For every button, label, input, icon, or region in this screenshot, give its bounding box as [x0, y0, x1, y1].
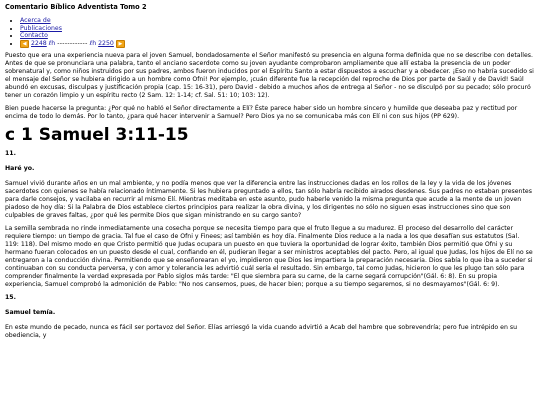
nav-link-about[interactable]: Acerca de: [20, 17, 51, 24]
verse-title: Samuel temía.: [5, 308, 56, 316]
nav-link-contact[interactable]: Contacto: [20, 32, 48, 40]
nav-item-pager: [20, 40, 535, 48]
verse-number: 11.: [5, 149, 16, 157]
verse-title: Haré yo.: [5, 164, 35, 172]
nav-menu: [5, 17, 535, 48]
prev-link-glyph: ℓh: [48, 39, 56, 47]
paragraph: Bien puede hacerse la pregunta: ¿Por qué no habló el Señor directamente a Elí? Éste parece haber sido un hombre sincero y humilde que deseaba paz y rectitud por encima de todo lo demás. Por lo tanto, ¿para qué hacer intervenir a Samuel? Pero Dios ya no se comunicaba más con Elí ni con sus hijos (PP 629).: [5, 104, 518, 120]
site-title: Comentario Bíblico Adventista Tomo 2: [5, 3, 147, 11]
prev-page-link[interactable]: 2248: [31, 39, 47, 47]
pager: [20, 40, 125, 48]
nav-link-publications[interactable]: Publicaciones: [20, 24, 62, 32]
verse-number: 15.: [5, 293, 16, 301]
next-page-link[interactable]: 2250: [98, 39, 114, 47]
commentary-paragraph: En este mundo de pecado, nunca es fácil ser portavoz del Señor. Elías arriesgó la vida cuando advirtió a Acab del hambre que sobrevendría; pero fue intrépido en su obediencia, y: [5, 323, 517, 339]
left-arrow-icon[interactable]: • ◀: [20, 40, 29, 48]
commentary-paragraph: Samuel vivió durante años en un mal ambiente, y no podía menos que ver la diferencia entre las instrucciones dadas en los rollos de la ley y la vida de los jóvenes sacerdotes con quienes se había relacionado íntimamente. Si les hubiera preguntado a ellos, tan sólo habría recibido airados desdenes. Sus padres no estaban presentes para darle consejos, y vacilaba en recurrir al mismo Elí. Mientras meditaba en este asunto, pudo haberle venido la misma pregunta que acude a la mente de un joven piadoso de hoy día: Si la Palabra de Dios establece ciertos principios para realizar la obra divina, y los dirigentes no sólo no siguen esas instrucciones sino que son culpables de graves faltas, ¿por qué les permite Dios que sigan ministrando en su cargo santo?: [5, 179, 532, 219]
right-arrow-icon[interactable]: ▶: [116, 40, 125, 48]
pager-separator: ------------: [57, 39, 88, 47]
paragraph: Puesto que era una experiencia nueva para el joven Samuel, bondadosamente el Señor manifestó su presencia en alguna forma definida que no se describe con detalles. Antes de que se pronunciara una palabra, tanto el anciano sacerdote como su joven ayudante comprobaron ampliamente que allí estaba la presencia de un poder sobrenatural y, como niños instruidos por sus padres, ambos fueron inducidos por el Espíritu Santo a estar dispuestos a escuchar y a obedecer. ¡Eso no habría sucedido si el mensaje del Señor se hubiera dirigido a un hombre como Ofni! Por ejemplo, ¡cuán diferente fue la recepción del reproche de Dios por parte de Saúl y de David! Saúl abundó en excusas, disculpas y justificación propia (cap. 15: 16-31), pero David - debido a muchos años de entrega al Señor - no se disculpó por su pecado; sólo procuró tener un corazón limpio y un espíritu recto (2 Sam. 12: 1-14; cf. Sal. 51: 10; 103: 12).: [5, 51, 534, 99]
nav-item-contact: [20, 32, 535, 40]
commentary-paragraph: La semilla sembrada no rinde inmediatamente una cosecha porque se necesita tiempo para que el fruto llegue a su madurez. El proceso del desarrollo del carácter requiere tiempo: un tiempo de gracia. Tal fue el caso de Ofni y Finees; así también es hoy día. Finalmente Dios reduce a la nada a los que desafían sus estatutos (Sal. 119: 118). Del mismo modo en que Cristo permitió que Judas ocupara un puesto en que tuviera la oportunidad de lograr éxito, también Dios permitió que Ofni y su hermano fueran colocados en un puesto desde el cual, confiando en él, pudieran llegar a ser ministros aceptables del pacto. Pero, al igual que Judas, los hijos de Elí no se entregaron a la conducción divina. Permitiendo que se enseñorearan el yo, impidieron que Dios les impartiera la preparación necesaria. Dios sabía lo que iba a suceder si continuaban con su conducta perversa, y con amor y tolerancia les advirtió cuál sería el resultado. Sin embargo, tal como Judas, hicieron lo que les plugo tan sólo para comprender finalmente la verdad expresada por Pablo siglos más tarde: "El que siembra para su carne, de la carne segará corrupción"(Gál. 6: 8). En su propia experiencia, Samuel comprobó la admonición de Pablo: "No nos cansemos, pues, de hacer bien; porque a su tiempo segaremos, si no desmayamos"(Gál. 6: 9).: [5, 224, 533, 288]
nav-item-publications: [20, 25, 535, 33]
next-link-glyph: ℓh: [89, 39, 97, 47]
nav-item-about: [20, 17, 535, 25]
section-heading: c 1 Samuel 3:11-15: [5, 124, 189, 145]
